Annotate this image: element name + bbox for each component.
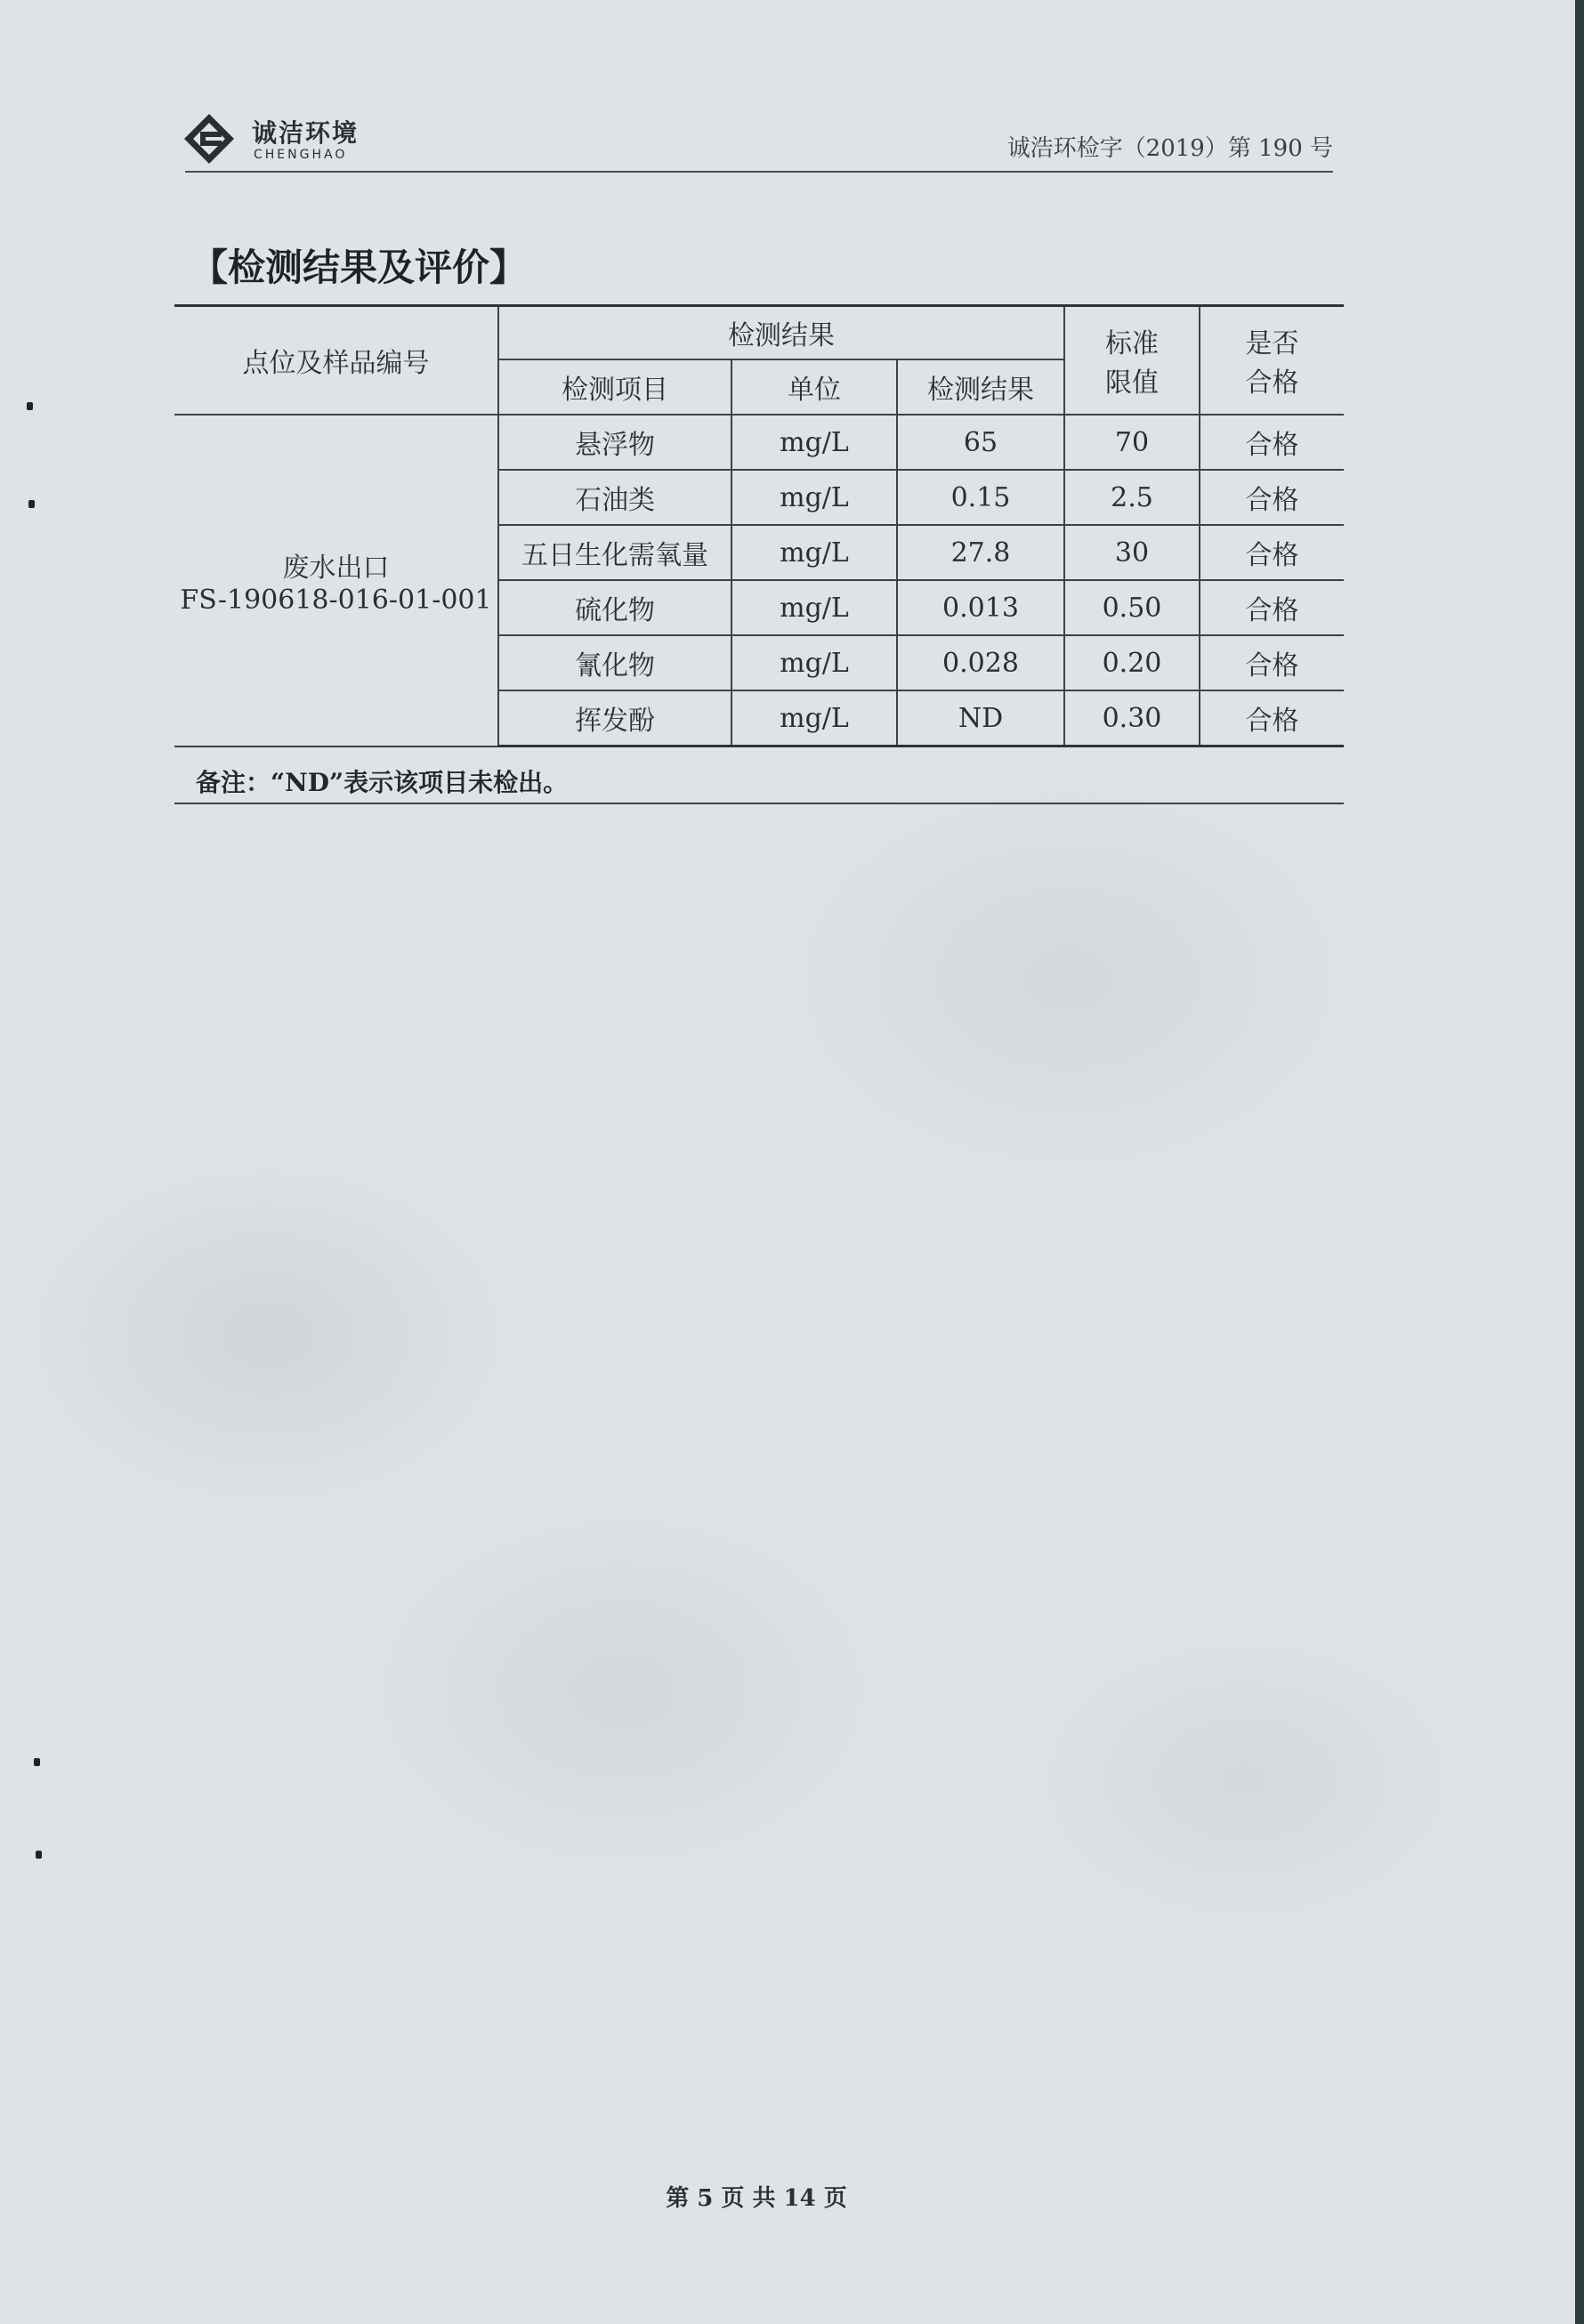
company-logo xyxy=(182,107,378,171)
site-name: 废水出口 xyxy=(282,552,390,584)
header-limit xyxy=(1064,306,1200,416)
binding-hole xyxy=(34,1758,40,1766)
cell-unit: mg/L xyxy=(731,635,897,690)
cell-pass: 合格 xyxy=(1200,415,1344,470)
header-pass xyxy=(1200,306,1344,416)
cell-pass: 合格 xyxy=(1200,690,1344,746)
cell-result: 65 xyxy=(897,415,1064,470)
cell-pass: 合格 xyxy=(1200,525,1344,580)
cell-result: 27.8 xyxy=(897,525,1064,580)
logo-text-en: CHENGHAO xyxy=(254,148,348,162)
cell-result: ND xyxy=(897,690,1064,746)
cell-unit: mg/L xyxy=(731,415,897,470)
binding-hole xyxy=(28,500,35,508)
cell-item: 石油类 xyxy=(498,470,731,525)
logo-mark-icon xyxy=(182,112,236,165)
logo-text-cn: 诚洁环境 xyxy=(252,118,360,148)
page-footer: 第 5 页 共 14 页 xyxy=(666,2185,847,2212)
binding-hole xyxy=(27,402,33,410)
cell-unit: mg/L xyxy=(731,580,897,635)
cell-pass: 合格 xyxy=(1200,470,1344,525)
cell-result: 0.013 xyxy=(897,580,1064,635)
cell-item: 悬浮物 xyxy=(498,415,731,470)
table-note: 备注：“ND”表示该项目未检出。 xyxy=(196,768,569,797)
cell-result: 0.028 xyxy=(897,635,1064,690)
cell-unit: mg/L xyxy=(731,470,897,525)
header-item: 检测项目 xyxy=(498,359,731,415)
table-row xyxy=(174,415,1344,470)
header-limit-line2: 限值 xyxy=(1105,367,1159,399)
cell-pass: 合格 xyxy=(1200,580,1344,635)
cell-unit: mg/L xyxy=(731,690,897,746)
header-site: 点位及样品编号 xyxy=(174,306,498,416)
cell-pass: 合格 xyxy=(1200,635,1344,690)
header-pass-line2: 合格 xyxy=(1245,367,1299,399)
header-unit: 单位 xyxy=(731,359,897,415)
document-number: 诚浩环检字（2019）第 190 号 xyxy=(1006,135,1333,162)
header-limit-line1: 标准 xyxy=(1105,328,1159,359)
cell-limit: 0.30 xyxy=(1064,690,1200,746)
cell-limit: 70 xyxy=(1064,415,1200,470)
cell-limit: 0.50 xyxy=(1064,580,1200,635)
cell-limit: 30 xyxy=(1064,525,1200,580)
cell-item: 五日生化需氧量 xyxy=(498,525,731,580)
cell-unit: mg/L xyxy=(731,525,897,580)
header-pass-line1: 是否 xyxy=(1245,328,1299,359)
table-header-row xyxy=(174,306,1344,360)
cell-item: 硫化物 xyxy=(498,580,731,635)
section-title: 【检测结果及评价】 xyxy=(190,246,528,289)
note-divider xyxy=(174,803,1344,804)
results-table xyxy=(174,304,1344,747)
header-results-group: 检测结果 xyxy=(498,306,1064,360)
cell-limit: 2.5 xyxy=(1064,470,1200,525)
site-cell xyxy=(174,415,498,746)
binding-hole xyxy=(36,1851,42,1859)
cell-item: 挥发酚 xyxy=(498,690,731,746)
cell-item: 氰化物 xyxy=(498,635,731,690)
site-code: FS-190618-016-01-001 xyxy=(180,584,492,616)
header-result: 检测结果 xyxy=(897,359,1064,415)
cell-limit: 0.20 xyxy=(1064,635,1200,690)
cell-result: 0.15 xyxy=(897,470,1064,525)
header-divider xyxy=(185,171,1333,173)
